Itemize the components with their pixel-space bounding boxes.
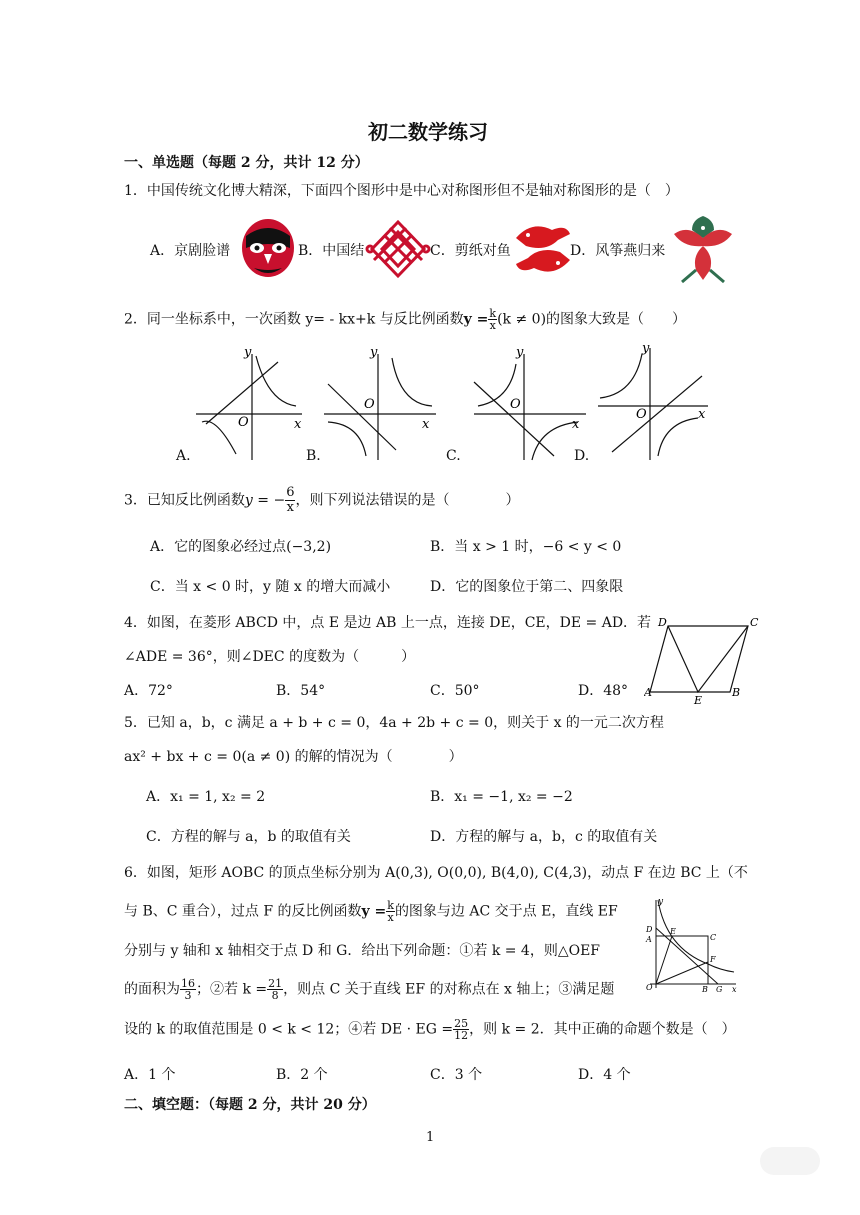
q2-b-x-label: x (422, 417, 430, 432)
q2-frac-num: k (489, 307, 497, 320)
paper-cut-fish-icon (512, 220, 574, 278)
q6-fraction-de (453, 1018, 469, 1041)
q6-label-c: C (710, 933, 717, 942)
q2-d-origin: O (636, 407, 647, 422)
q2-option-d: D. (574, 448, 590, 464)
q6-label-g: G (716, 985, 723, 992)
q6-k2-num: 21 (268, 977, 283, 990)
q6-function-y: y = (361, 903, 387, 920)
q6-option-c: C．3 个 (430, 1067, 483, 1083)
question-6-line4 (124, 978, 614, 1001)
question-4-line1: 4．如图，在菱形 ABCD 中，点 E 是边 AB 上一点，连接 DE，CE，DE = AD．若 (124, 615, 652, 631)
question-6-line5 (124, 1018, 736, 1041)
q2-option-c: C. (446, 448, 461, 464)
q6-label-e: E (670, 927, 676, 936)
question-6-line2 (124, 900, 618, 923)
q2-a-origin: O (238, 415, 249, 430)
q4-rhombus-figure (644, 614, 764, 706)
question-4-line2: ∠ADE = 36°，则∠DEC 的度数为（ ） (124, 649, 416, 665)
question-2-stem (124, 308, 686, 331)
question-3-stem (124, 486, 519, 515)
question-5-line1: 5．已知 a，b，c 满足 a + b + c = 0，4a + 2b + c = 0，则关于 x 的一元二次方程 (124, 715, 664, 731)
q2-a-x-label: x (294, 417, 302, 432)
question-5-line2: ax² + bx + c = 0(a ≠ 0) 的解的情况为（ ） (124, 749, 463, 765)
q3-option-d: D．它的图象位于第二、四象限 (430, 579, 624, 595)
q2-function-y: y = (463, 311, 489, 328)
q6-area-den: 3 (184, 989, 192, 1002)
q3-stem-part1: 3．已知反比例函数 (124, 492, 245, 509)
section-heading-1: 一、单选题（每题 2 分，共计 12 分） (124, 155, 369, 171)
q6-fraction-area (180, 978, 196, 1001)
q6-fraction-k (386, 900, 395, 923)
q3-frac-num: 6 (286, 485, 295, 500)
q5-option-d: D．方程的解与 a，b，c 的取值有关 (430, 829, 658, 845)
q6-label-a: A (646, 935, 652, 944)
q1-option-a: A．京剧脸谱 (150, 243, 231, 259)
q6-fraction-k2 (267, 978, 283, 1001)
opera-mask-icon (236, 218, 300, 280)
q6-label-o: O (646, 983, 653, 992)
question-6-line1: 6．如图，矩形 AOBC 的顶点坐标分别为 A(0,3), O(0,0), B(4,0), C(4,3)，动点 F 在边 BC 上（不 (124, 865, 748, 881)
q4-option-b: B．54° (276, 683, 326, 699)
q2-c-origin: O (510, 397, 521, 412)
chinese-knot-icon (364, 218, 432, 280)
q2-c-y-label: y (516, 345, 524, 360)
q6-option-d: D．4 个 (578, 1067, 631, 1083)
q6-label-f: F (710, 955, 716, 964)
q2-fraction (488, 308, 497, 331)
q6-label-d: D (646, 925, 653, 934)
q2-c-x-label: x (572, 417, 580, 432)
q2-stem-part1: 2．同一坐标系中，一次函数 y= - kx+k 与反比例函数 (124, 311, 464, 328)
q2-frac-den: x (489, 319, 496, 332)
q3-stem-part2: ，则下列说法错误的是（ ） (295, 492, 520, 509)
q2-graph-c (460, 344, 590, 464)
q6-label-b: B (702, 985, 708, 992)
q6-rectangle-figure (636, 896, 740, 992)
q6-option-b: B．2 个 (276, 1067, 328, 1083)
q6-de-num: 25 (454, 1017, 469, 1030)
q6-de-den: 12 (454, 1029, 469, 1042)
q4-label-c: C (750, 616, 759, 629)
q6-area-num: 16 (181, 977, 195, 990)
q4-option-d: D．48° (578, 683, 629, 699)
q3-function-y: y = − (244, 492, 286, 509)
q6-frac-den: x (387, 911, 394, 924)
q2-d-x-label: x (698, 407, 706, 422)
q6-line2-part1: 与 B、C 重合），过点 F 的反比例函数 (124, 903, 362, 920)
q2-b-origin: O (364, 397, 375, 412)
q5-option-a: A．x₁ = 1, x₂ = 2 (146, 789, 266, 805)
q2-graph-d (594, 340, 714, 464)
q2-b-y-label: y (370, 345, 378, 360)
q4-label-b: B (732, 686, 741, 699)
q1-option-b: B．中国结 (298, 243, 365, 259)
question-1-stem: 1．中国传统文化博大精深，下面四个图形中是中心对称图形但不是轴对称图形的是（ ） (124, 183, 679, 199)
q4-label-d: D (658, 616, 667, 629)
q6-line4-part2: ；②若 k = (196, 981, 268, 998)
q4-option-a: A．72° (124, 683, 173, 699)
swallow-kite-icon (670, 212, 736, 284)
q3-option-a: A．它的图象必经过点(−3,2) (150, 539, 332, 555)
page-title: 初二数学练习 (368, 120, 488, 144)
q3-option-c: C．当 x < 0 时，y 随 x 的增大而减小 (150, 579, 391, 595)
q3-frac-den: x (286, 500, 295, 515)
q1-option-c: C．剪纸对鱼 (430, 243, 511, 259)
section-heading-2: 二、填空题：（每题 2 分，共计 20 分） (124, 1097, 376, 1113)
q2-stem-part2: (k ≠ 0)的图象大致是（ ） (497, 311, 687, 328)
q2-graph-a (176, 344, 306, 464)
q6-line4-part3: ，则点 C 关于直线 EF 的对称点在 x 轴上；③满足题 (283, 981, 615, 998)
scan-corner-shadow (760, 1147, 820, 1175)
question-6-line3: 分别与 y 轴和 x 轴相交于点 D 和 G．给出下列命题：①若 k = 4，则△OEF (124, 943, 601, 959)
q4-label-e: E (694, 694, 703, 706)
q6-line4-part1: 的面积为 (124, 981, 180, 998)
q6-option-a: A．1 个 (124, 1067, 176, 1083)
q2-a-y-label: y (244, 345, 252, 360)
q2-graph-b (310, 344, 440, 464)
q6-frac-num: k (387, 899, 394, 912)
q5-option-b: B．x₁ = −1, x₂ = −2 (430, 789, 573, 805)
q1-option-d: D．风筝燕归来 (570, 243, 666, 259)
q2-option-b: B. (306, 448, 321, 464)
q2-option-a: A. (176, 448, 191, 464)
q6-label-x: x (732, 985, 737, 992)
q3-option-b: B．当 x > 1 时，−6 < y < 0 (430, 539, 622, 555)
q2-d-y-label: y (642, 341, 650, 356)
q6-k2-den: 8 (271, 989, 279, 1002)
page-number: 1 (426, 1130, 435, 1145)
q5-option-c: C．方程的解与 a，b 的取值有关 (146, 829, 351, 845)
q4-label-a: A (644, 686, 652, 699)
q4-option-c: C．50° (430, 683, 480, 699)
q6-line2-part2: 的图象与边 AC 交于点 E，直线 EF (394, 903, 618, 920)
q6-line5-part2: ，则 k = 2．其中正确的命题个数是（ ） (469, 1021, 736, 1038)
q3-fraction (285, 486, 295, 515)
q6-line5-part1: 设的 k 的取值范围是 0 < k < 12；④若 DE · EG = (124, 1021, 454, 1038)
q6-label-y: y (658, 897, 664, 907)
